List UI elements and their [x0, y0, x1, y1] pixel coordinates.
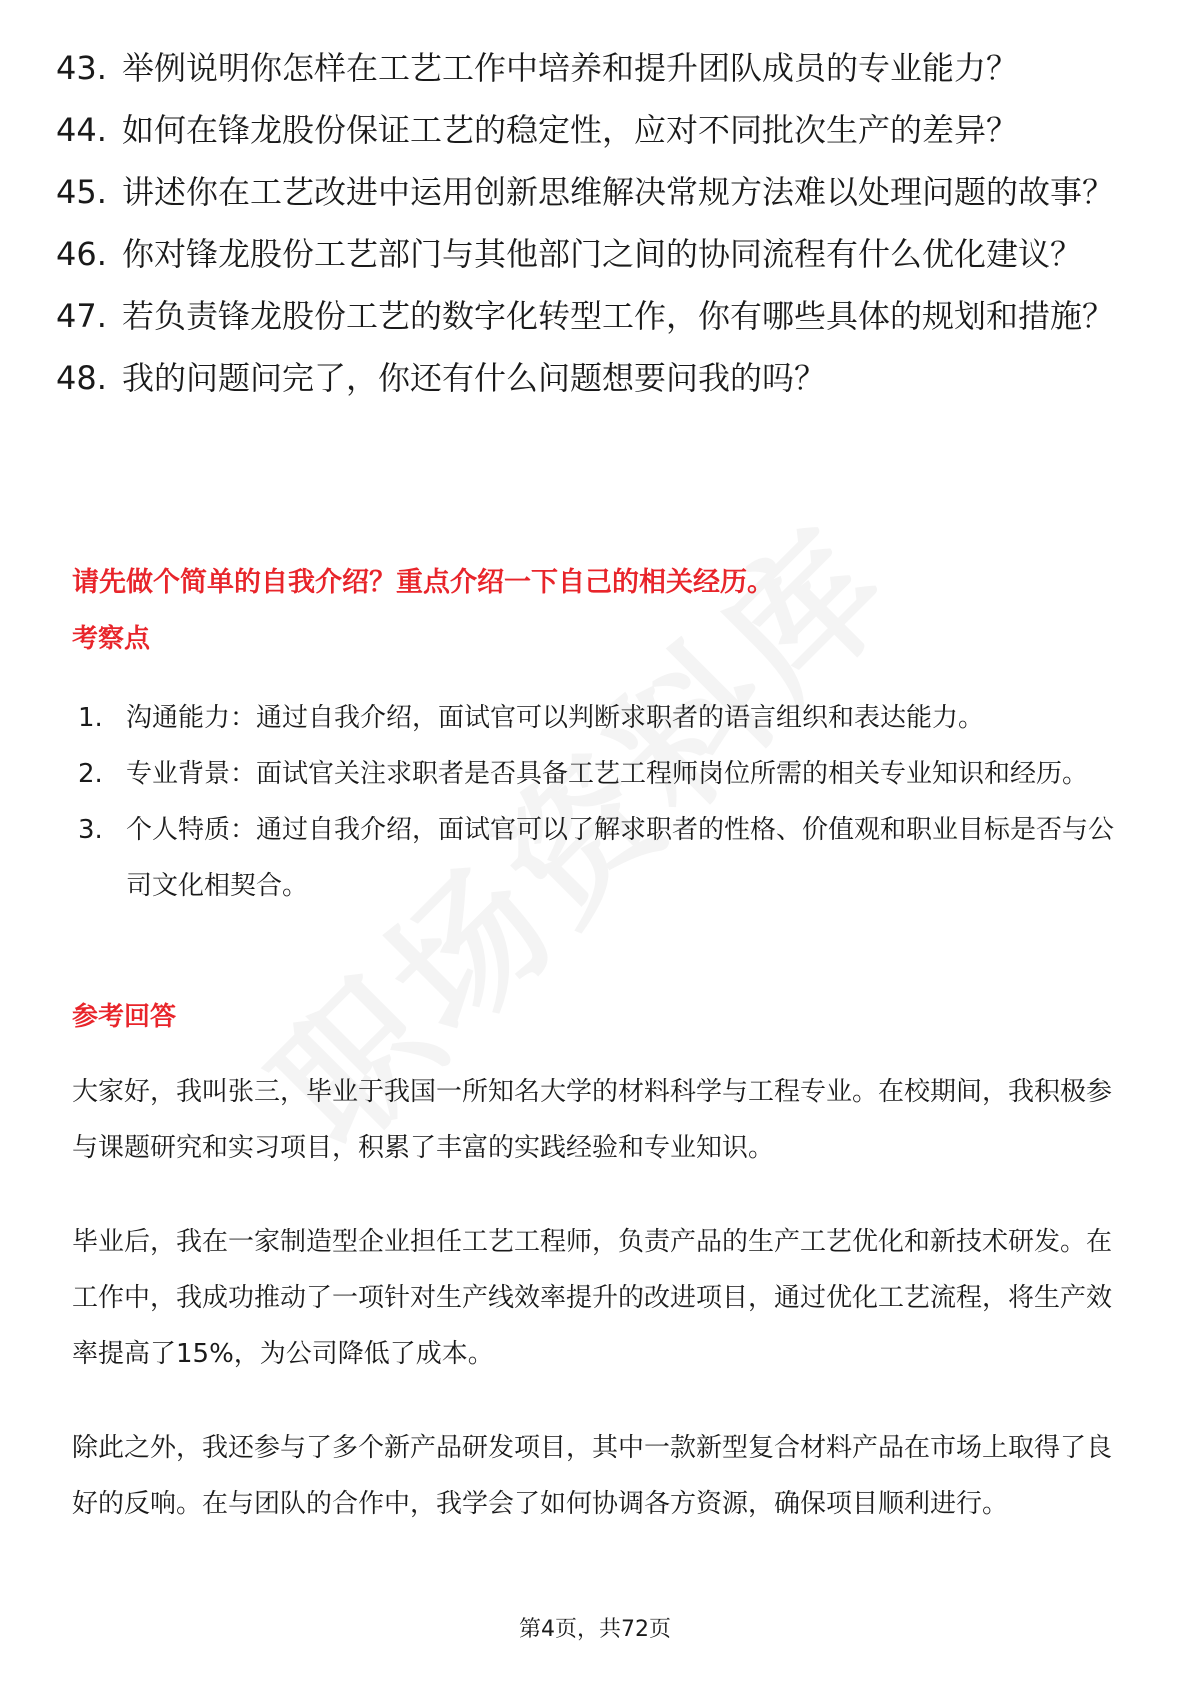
- point-item: [78, 746, 1118, 802]
- point-number: 1.: [78, 703, 103, 733]
- question-number: 45.: [56, 173, 107, 211]
- question-number: 48.: [56, 359, 107, 397]
- point-number: 3.: [78, 815, 103, 845]
- question-number: 44.: [56, 111, 107, 149]
- answer-paragraph: 大家好，我叫张三，毕业于我国一所知名大学的材料科学与工程专业。在校期间，我积极参与课题研究和实习项目，积累了丰富的实践经验和专业知识。: [72, 1077, 1113, 1163]
- question-item: [56, 234, 1136, 274]
- point-text: 沟通能力：通过自我介绍，面试官可以判断求职者的语言组织和表达能力。: [126, 703, 985, 733]
- question-item: [56, 48, 1136, 88]
- question-text: 举例说明你怎样在工艺工作中培养和提升团队成员的专业能力？: [122, 49, 1019, 87]
- point-text: 个人特质：通过自我介绍，面试官可以了解求职者的性格、价值观和职业目标是否与公司文化相契合。: [126, 815, 1115, 901]
- question-text: 如何在锋龙股份保证工艺的稳定性，应对不同批次生产的差异？: [122, 111, 1019, 149]
- point-item: [78, 802, 1118, 914]
- question-list: [56, 48, 1136, 420]
- point-text: 专业背景：面试官关注求职者是否具备工艺工程师岗位所需的相关专业知识和经历。: [126, 759, 1089, 789]
- question-item: [56, 172, 1136, 212]
- question-number: 43.: [56, 49, 107, 87]
- question-text: 讲述你在工艺改进中运用创新思维解决常规方法难以处理问题的故事？: [122, 173, 1115, 211]
- point-number: 2.: [78, 759, 103, 789]
- page-footer: 第4页，共72页: [519, 1617, 671, 1642]
- points-heading: 考察点: [72, 624, 151, 654]
- question-number: 47.: [56, 297, 107, 335]
- question-item: [56, 110, 1136, 150]
- question-text: 你对锋龙股份工艺部门与其他部门之间的协同流程有什么优化建议？: [122, 235, 1083, 273]
- question-item: [56, 358, 1136, 398]
- answer-paragraph: 毕业后，我在一家制造型企业担任工艺工程师，负责产品的生产工艺优化和新技术研发。在工作中，我成功推动了一项针对生产线效率提升的改进项目，通过优化工艺流程，将生产效率提高了15%，为公司降低了成本。: [72, 1227, 1113, 1369]
- points-list: [78, 690, 1118, 914]
- question-number: 46.: [56, 235, 107, 273]
- question-item: [56, 296, 1136, 336]
- answer-heading: 参考回答: [72, 1002, 177, 1032]
- point-item: [78, 690, 1118, 746]
- question-text: 若负责锋龙股份工艺的数字化转型工作，你有哪些具体的规划和措施？: [122, 297, 1115, 335]
- answer-paragraph: 除此之外，我还参与了多个新产品研发项目，其中一款新型复合材料产品在市场上取得了良好的反响。在与团队的合作中，我学会了如何协调各方资源，确保项目顺利进行。: [72, 1433, 1113, 1519]
- section-question-heading: 请先做个简单的自我介绍？重点介绍一下自己的相关经历。: [72, 567, 774, 598]
- question-text: 我的问题问完了，你还有什么问题想要问我的吗？: [122, 359, 827, 397]
